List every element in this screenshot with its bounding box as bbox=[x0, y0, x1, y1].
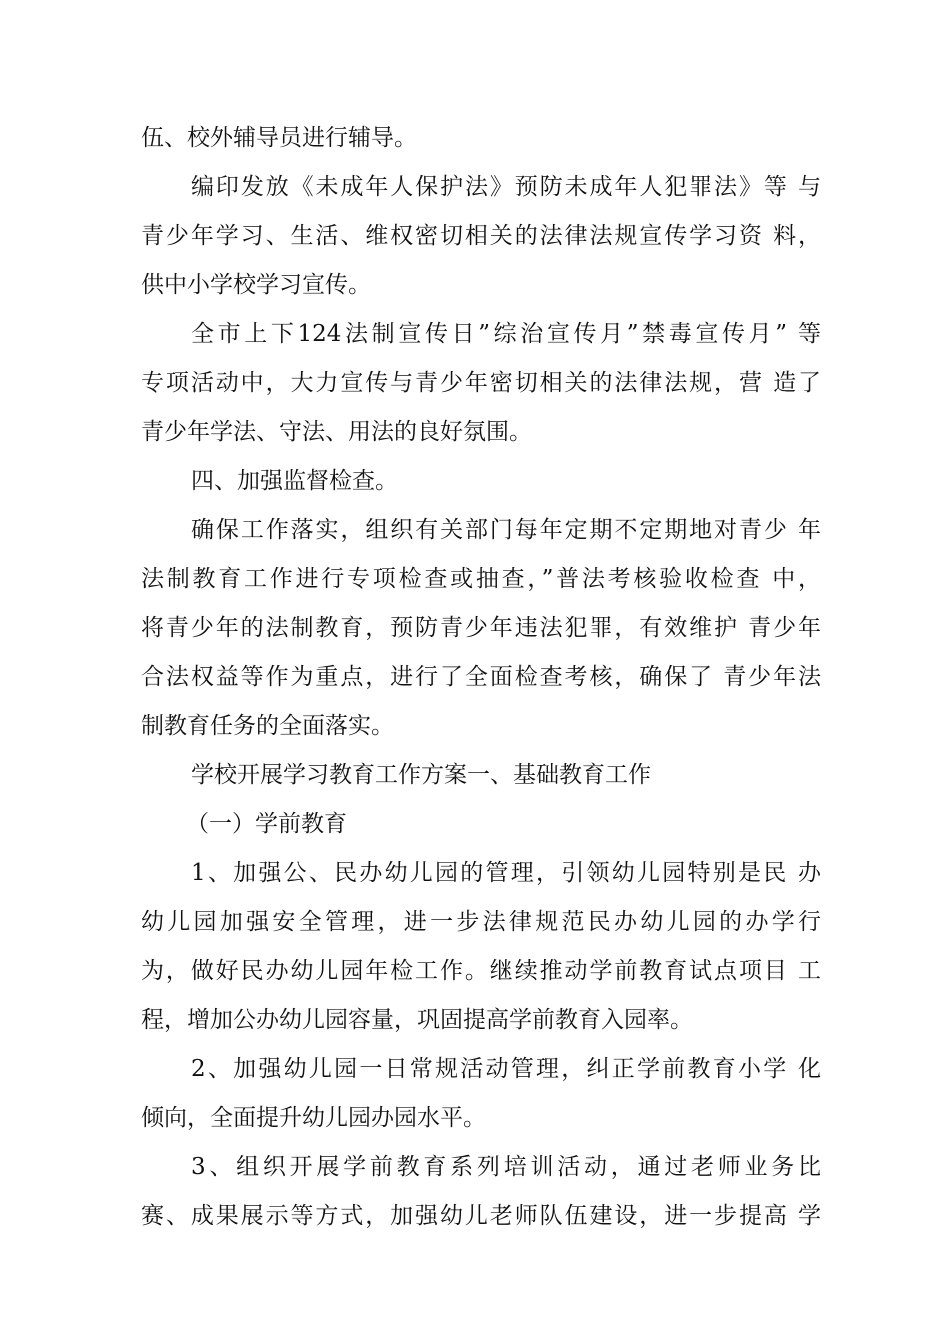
text-line: 2、加强幼儿园一日常规活动管理，纠正学前教育小学 化 bbox=[191, 1056, 821, 1082]
text-line: 制教育任务的全面落实。 bbox=[141, 713, 394, 739]
text-line: 合法权益等作为重点，进行了全面检查考核，确保了 青少年法 bbox=[141, 664, 821, 690]
text-line: 青少年学习、生活、维权密切相关的法律法规宣传学习资 料， bbox=[141, 223, 821, 249]
text-line: 幼儿园加强安全管理，进一步法律规范民办幼儿园的办学行 bbox=[141, 909, 821, 935]
subsection-heading: （一）学前教育 bbox=[186, 811, 347, 837]
section-heading: 四、加强监督检查。 bbox=[191, 468, 398, 494]
text-line: 赛、成果展示等方式，加强幼儿老师队伍建设，进一步提高 学 bbox=[141, 1203, 821, 1229]
text-line: 程，增加公办幼儿园容量，巩固提高学前教育入园率。 bbox=[141, 1007, 693, 1033]
text-line: 专项活动中，大力宣传与青少年密切相关的法律法规，营 造了 bbox=[141, 370, 821, 396]
text-line: 将青少年的法制教育，预防青少年违法犯罪，有效维护 青少年 bbox=[141, 615, 821, 641]
text-line: 法制教育工作进行专项检查或抽查，”普法考核验收检查 中， bbox=[141, 566, 821, 592]
text-line: 青少年学法、守法、用法的良好氛围。 bbox=[141, 419, 532, 445]
text-line: 供中小学校学习宣传。 bbox=[141, 272, 371, 298]
text-line: 编印发放《未成年人保护法》预防未成年人犯罪法》等 与 bbox=[191, 174, 821, 200]
text-line: 3、组织开展学前教育系列培训活动，通过老师业务比 bbox=[191, 1154, 821, 1180]
text-line: 1、加强公、民办幼儿园的管理，引领幼儿园特别是民 办 bbox=[191, 860, 821, 886]
section-heading: 学校开展学习教育工作方案一、基础教育工作 bbox=[191, 762, 651, 788]
text-line: 倾向，全面提升幼儿园办园水平。 bbox=[141, 1105, 486, 1131]
text-line: 为，做好民办幼儿园年检工作。继续推动学前教育试点项目 工 bbox=[141, 958, 821, 984]
text-line: 全市上下124法制宣传日”综治宣传月”禁毒宣传月” 等 bbox=[191, 321, 821, 347]
text-line: 确保工作落实，组织有关部门每年定期不定期地对青少 年 bbox=[191, 517, 821, 543]
text-line: 伍、校外辅导员进行辅导。 bbox=[141, 125, 417, 151]
